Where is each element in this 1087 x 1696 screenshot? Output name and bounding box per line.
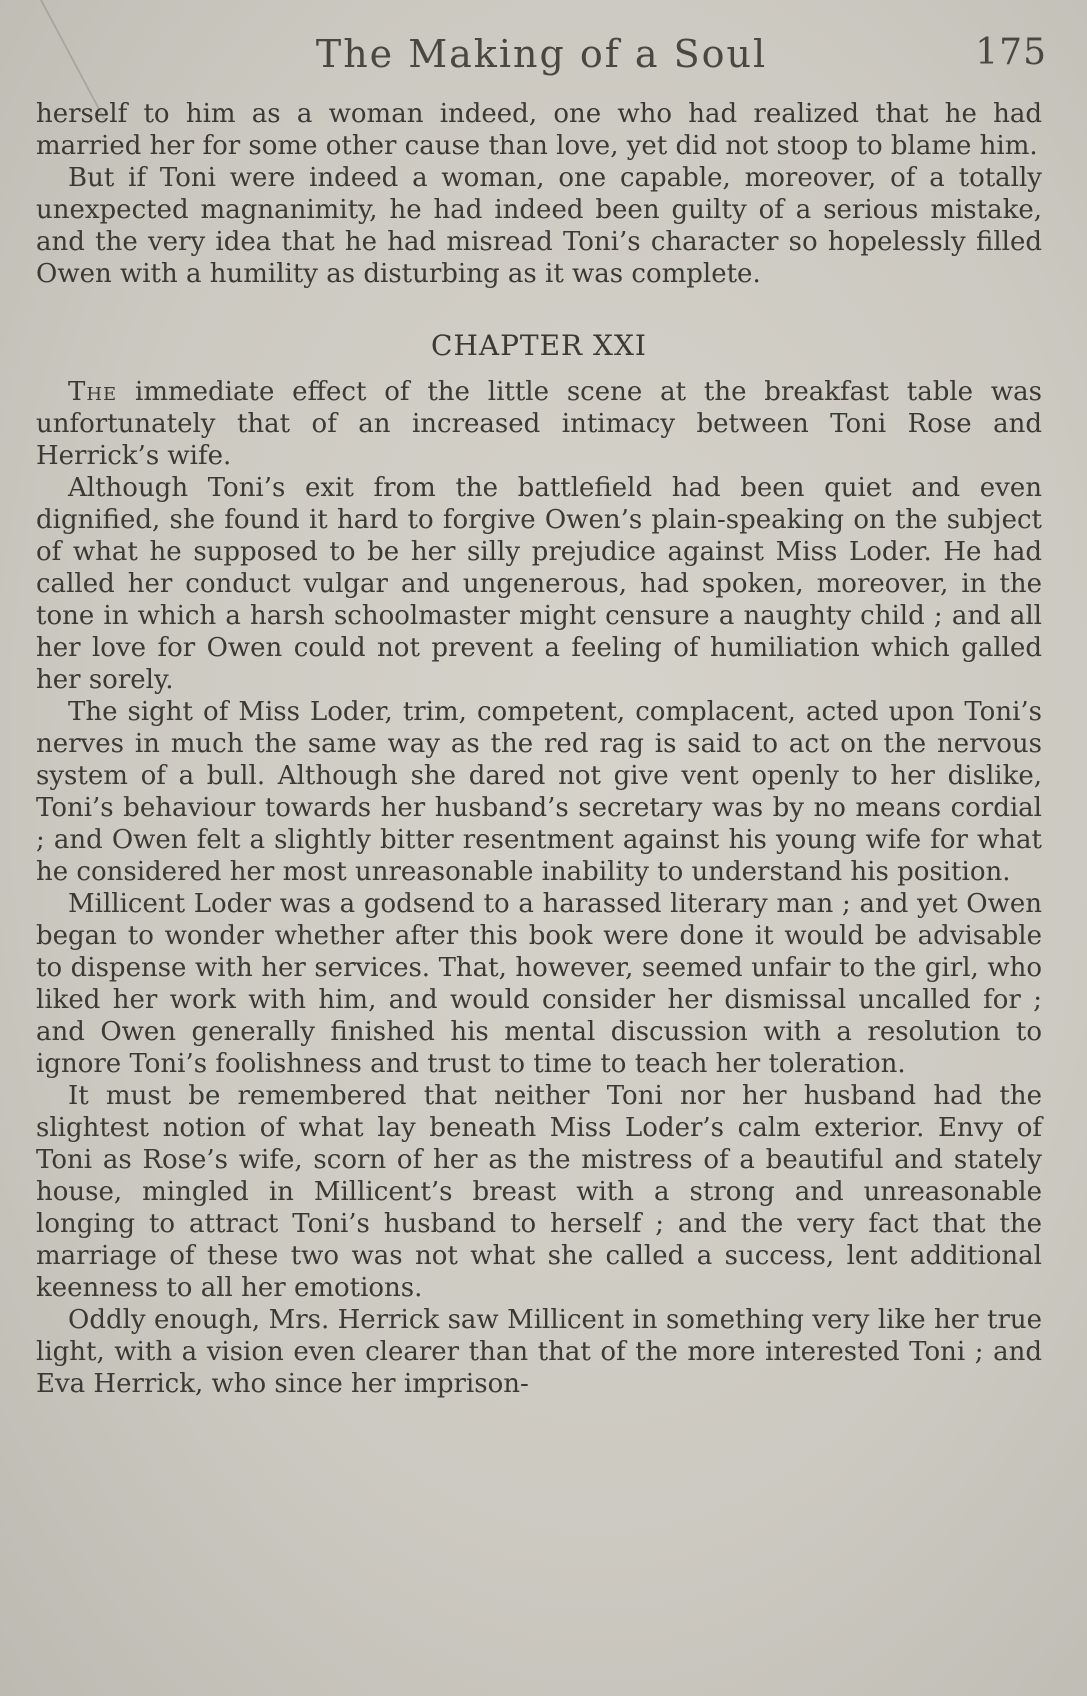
text-block xyxy=(36,98,1042,1400)
paragraph: It must be remembered that neither Toni nor her husband had the slightest notion of what lay beneath Miss Loder’s calm exterior. Envy of Toni as Rose’s wife, scorn of her as the mistress of a beautiful and stately house, mingled in Millicent’s breast with a strong and unreasonable longing to attract Toni’s husband to herself ; and the very fact that the marriage of these two was not what she called a success, lent additional keenness to all her emotions. xyxy=(36,1081,1042,1303)
opening-word: The xyxy=(68,377,118,407)
paragraph: Although Toni’s exit from the battlefield had been quiet and even dignified, she found it hard to forgive Owen’s plain-speaking on the subject of what he supposed to be her silly prejudice against Miss Loder. He had called her conduct vulgar and ungenerous, had spoken, moreover, in the tone in which a harsh schoolmaster might censure a naughty child ; and all her love for Owen could not prevent a feeling of humiliation which galled her sorely. xyxy=(36,473,1042,695)
chapter-opening-paragraph xyxy=(36,376,1042,472)
chapter-heading: CHAPTER XXI xyxy=(431,329,647,362)
page-number: 175 xyxy=(975,32,1047,73)
paragraph-continued: herself to him as a woman indeed, one who had realized that he had married her for some other cause than love, yet did not stoop to blame him. xyxy=(36,99,1042,161)
paragraph: Millicent Loder was a godsend to a harassed literary man ; and yet Owen began to wonder whether after this book were done it would be advisable to dispense with her services. That, however, seemed unfair to the girl, who liked her work with him, and would consider her dismissal uncalled for ; and Owen generally finished his mental discussion with a resolution to ignore Toni’s foolishness and trust to time to teach her toleration. xyxy=(36,889,1042,1079)
paragraph: The sight of Miss Loder, trim, competent, complacent, acted upon Toni’s nerves in much the same way as the red rag is said to act on the nervous system of a bull. Although she dared not give vent openly to her dislike, Toni’s behaviour towards her husband’s secretary was by no means cordial ; and Owen felt a slightly bitter resentment against his young wife for what he considered her most unreasonable inability to understand his position. xyxy=(36,697,1042,887)
opening-text: immediate effect of the little scene at the breakfast table was unfortunately that of an increased intimacy between Toni Rose and Herrick’s wife. xyxy=(36,377,1042,471)
paragraph: Oddly enough, Mrs. Herrick saw Millicent in something very like her true light, with a vision even clearer than that of the more interested Toni ; and Eva Herrick, who since her imprison- xyxy=(36,1305,1042,1399)
paragraph: But if Toni were indeed a woman, one capable, moreover, of a totally unexpected magnanimity, he had indeed been guilty of a serious mistake, and the very idea that he had misread Toni’s character so hopelessly filled Owen with a humility as disturbing as it was complete. xyxy=(36,163,1042,289)
running-title: The Making of a Soul xyxy=(315,32,768,76)
running-head xyxy=(36,32,1047,82)
